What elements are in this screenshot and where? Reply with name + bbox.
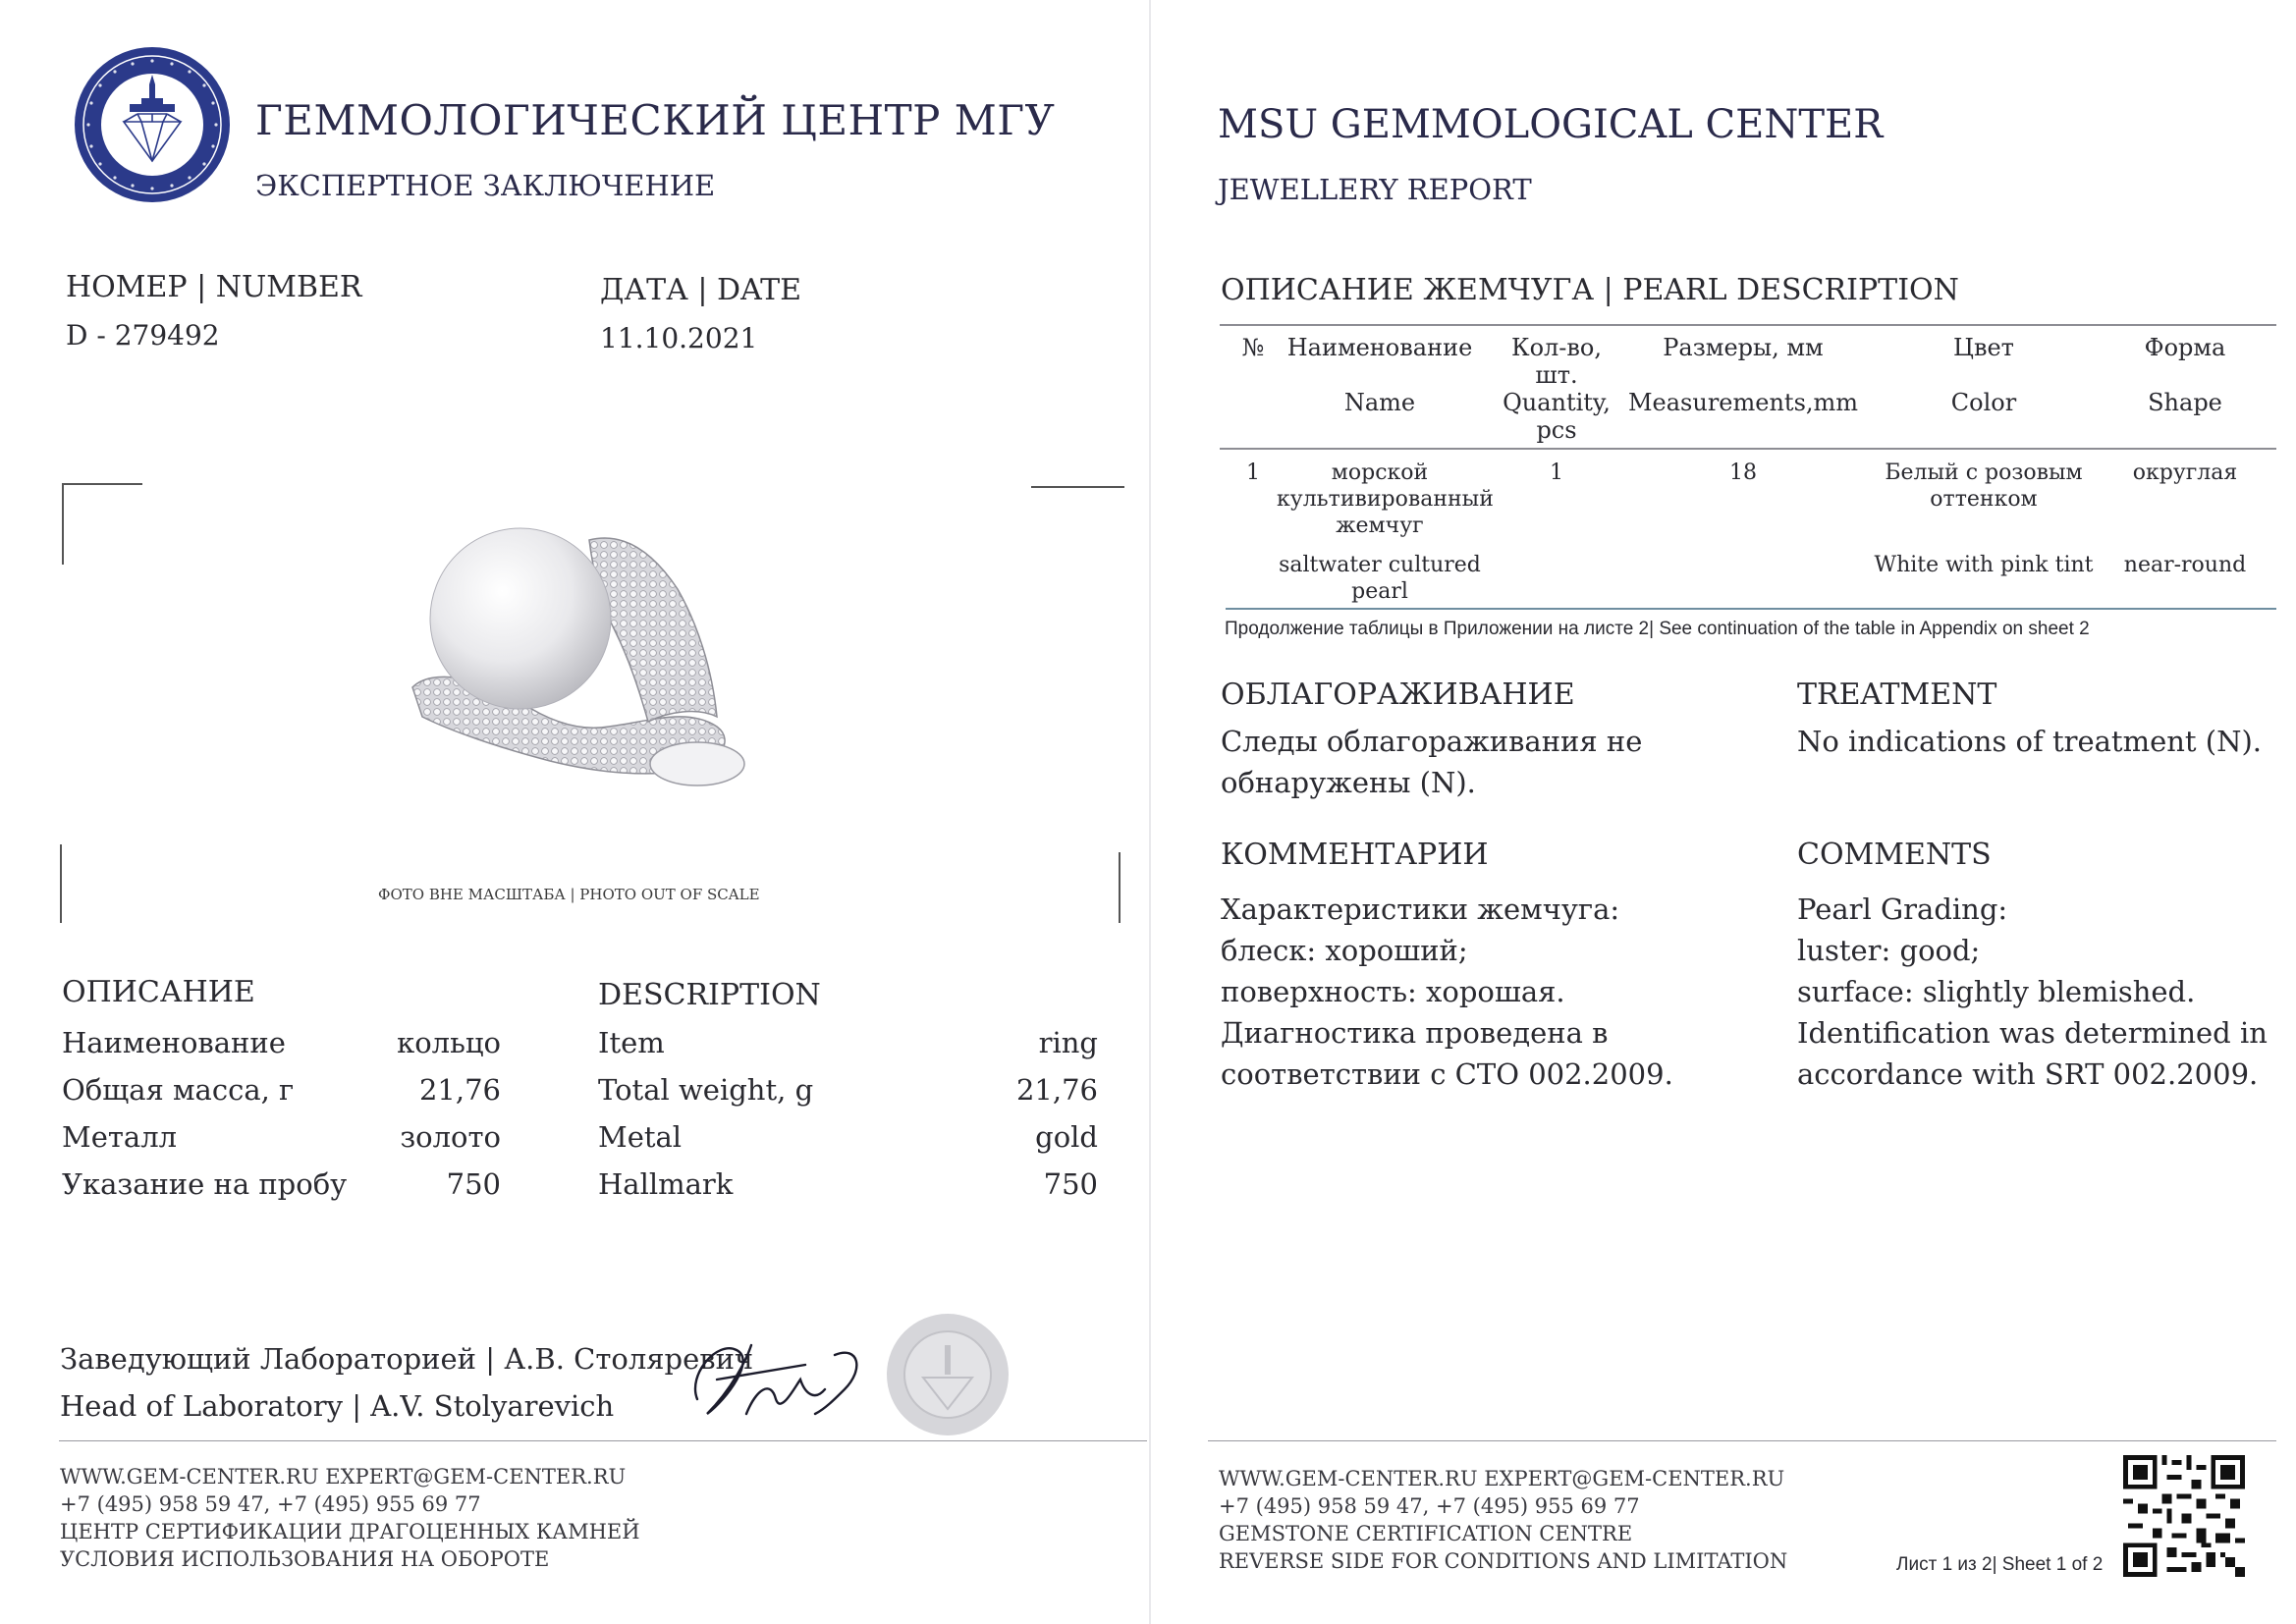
row-name-ru: морской культивированный жемчуг [1277, 460, 1494, 538]
col-name-en: Name [1343, 389, 1416, 416]
signature-line-ru: Заведующий Лабораторией | А.В. Столяревич [60, 1342, 754, 1376]
col-color-ru: Цвет [1953, 334, 2014, 361]
treatment-heading-en: TREATMENT [1797, 677, 1997, 712]
comment-line-en: luster: good; [1797, 934, 1981, 967]
page-fold [1149, 0, 1151, 1624]
desc-value-en: gold [1035, 1120, 1098, 1154]
stamp-seal [884, 1311, 1011, 1438]
col-name-ru: Наименование [1286, 334, 1473, 361]
number-value: D - 279492 [66, 319, 220, 352]
date-label: ДАТА | DATE [600, 273, 802, 307]
desc-label-ru: Металл [62, 1120, 178, 1154]
row-shape-en: near-round [2123, 553, 2247, 577]
footer-right-line2: +7 (495) 958 59 47, +7 (495) 955 69 77 [1219, 1494, 1640, 1518]
row-shape-ru: округлая [2132, 460, 2238, 485]
footer-right-line4: REVERSE SIDE FOR CONDITIONS AND LIMITATION [1219, 1549, 1788, 1573]
footer-left-line1: WWW.GEM-CENTER.RU EXPERT@GEM-CENTER.RU [60, 1465, 627, 1489]
sheet-label: Лист 1 из 2| Sheet 1 of 2 [1896, 1554, 2104, 1575]
col-color-en: Color [1950, 389, 2017, 416]
description-heading-en: DESCRIPTION [598, 978, 821, 1012]
comment-line-ru: Характеристики жемчуга: [1221, 893, 1620, 926]
col-size-ru: Размеры, мм [1663, 334, 1824, 361]
date-value: 11.10.2021 [600, 322, 758, 354]
title-en: MSU GEMMOLOGICAL CENTER [1218, 102, 1884, 147]
desc-label-en: Total weight, g [598, 1073, 814, 1107]
treatment-text-en: No indications of treatment (N). [1797, 725, 2263, 758]
desc-label-ru: Указание на пробу [62, 1167, 348, 1201]
comment-line-en: Pearl Grading: [1797, 893, 2008, 926]
comment-line-ru: поверхность: хорошая. [1221, 975, 1565, 1008]
desc-value-en: 750 [1043, 1167, 1098, 1201]
pearl-heading: ОПИСАНИЕ ЖЕМЧУГА | PEARL DESCRIPTION [1221, 273, 1959, 307]
col-shape-en: Shape [2148, 389, 2222, 416]
row-color-ru: Белый с розовым оттенком [1885, 460, 2083, 512]
row-qty: 1 [1550, 460, 1563, 485]
desc-label-en: Hallmark [598, 1167, 734, 1201]
msu-logo-seal [73, 45, 232, 204]
title-ru: ГЕММОЛОГИЧЕСКИЙ ЦЕНТР МГУ [255, 96, 1056, 144]
treatment-heading-ru: ОБЛАГОРАЖИВАНИЕ [1221, 677, 1575, 712]
row-name-en: saltwater cultured pearl [1279, 553, 1481, 604]
comment-line-en: Identification was determined in [1797, 1016, 2268, 1050]
treatment-text-ru-1: Следы облагораживания не [1221, 725, 1643, 758]
comment-line-ru: Диагностика проведена в [1221, 1016, 1609, 1050]
col-no: № [1241, 334, 1265, 361]
desc-value-ru: 750 [446, 1167, 501, 1201]
number-label: НОМЕР | NUMBER [66, 270, 362, 304]
comment-line-en: surface: slightly blemished. [1797, 975, 2196, 1008]
desc-value-en: 21,76 [1015, 1073, 1098, 1107]
footer-left-line2: +7 (495) 958 59 47, +7 (495) 955 69 77 [60, 1492, 481, 1516]
photo-caption: ФОТО ВНЕ МАСШТАБА | PHOTO OUT OF SCALE [378, 886, 760, 903]
treatment-text-ru-2: обнаружены (N). [1221, 766, 1476, 799]
description-heading-ru: ОПИСАНИЕ [62, 975, 255, 1009]
desc-value-ru: золото [400, 1120, 501, 1154]
desc-value-en: ring [1038, 1026, 1098, 1059]
handwritten-signature [678, 1321, 874, 1429]
desc-value-ru: кольцо [397, 1026, 501, 1059]
table-continuation-note: Продолжение таблицы в Приложении на листе 2| See continuation of the table in Appendix on sheet 2 [1225, 619, 2090, 639]
subtitle-ru: ЭКСПЕРТНОЕ ЗАКЛЮЧЕНИЕ [255, 169, 716, 202]
subtitle-en: JEWELLERY REPORT [1218, 173, 1532, 206]
footer-left-line4: УСЛОВИЯ ИСПОЛЬЗОВАНИЯ НА ОБОРОТЕ [60, 1547, 550, 1571]
comments-heading-ru: КОММЕНТАРИИ [1221, 838, 1489, 872]
row-no: 1 [1246, 460, 1260, 485]
ring-photo [393, 520, 766, 795]
col-qty-ru: Кол-во, шт. [1511, 334, 1602, 389]
comment-line-ru: блеск: хороший; [1221, 934, 1468, 967]
footer-left-line3: ЦЕНТР СЕРТИФИКАЦИИ ДРАГОЦЕННЫХ КАМНЕЙ [60, 1520, 640, 1543]
comment-line-ru: соответствии с СТО 002.2009. [1221, 1057, 1673, 1091]
col-shape-ru: Форма [2144, 334, 2226, 361]
desc-value-ru: 21,76 [418, 1073, 501, 1107]
row-size: 18 [1729, 460, 1757, 485]
comments-heading-en: COMMENTS [1797, 838, 1992, 872]
desc-label-en: Item [598, 1026, 665, 1059]
desc-label-en: Metal [598, 1120, 683, 1154]
comment-line-en: accordance with SRT 002.2009. [1797, 1057, 2259, 1091]
col-qty-en: Quantity, pcs [1503, 389, 1611, 444]
desc-label-ru: Общая масса, г [62, 1073, 295, 1107]
footer-right-line3: GEMSTONE CERTIFICATION CENTRE [1219, 1522, 1633, 1545]
signature-line-en: Head of Laboratory | A.V. Stolyarevich [60, 1389, 615, 1423]
footer-right-line1: WWW.GEM-CENTER.RU EXPERT@GEM-CENTER.RU [1219, 1467, 1785, 1490]
col-size-en: Measurements,mm [1627, 389, 1859, 416]
desc-label-ru: Наименование [62, 1026, 286, 1059]
qr-code[interactable] [2123, 1455, 2245, 1577]
row-color-en: White with pink tint [1874, 553, 2094, 577]
